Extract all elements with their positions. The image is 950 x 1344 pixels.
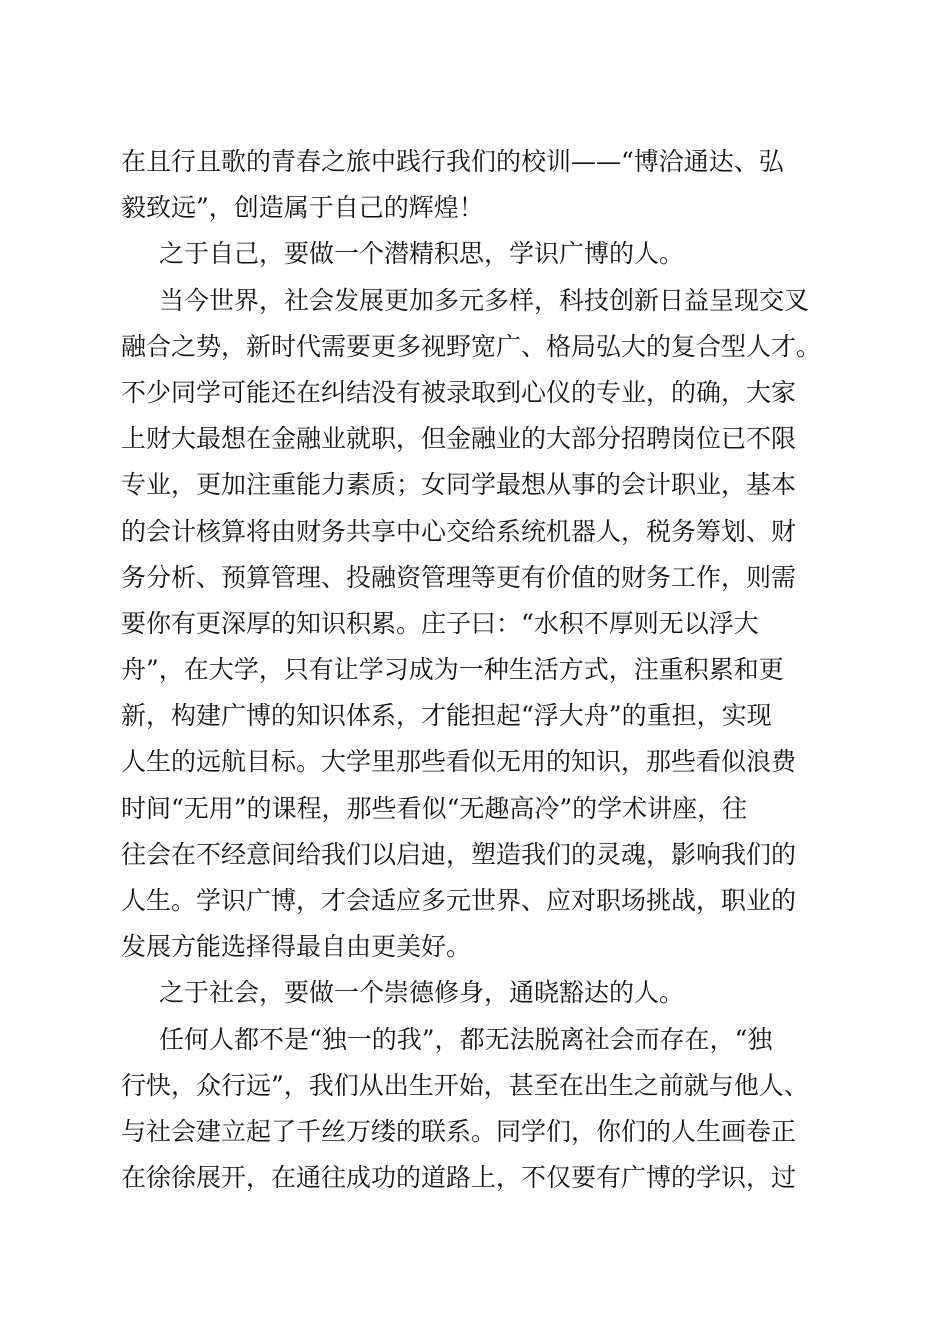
text-line: 发展方能选择得最自由更美好。: [121, 932, 472, 962]
text-line: 务分析、预算管理、投融资管理等更有价值的财务工作，则需: [121, 562, 797, 592]
text-line: 人生的远航目标。大学里那些看似无用的知识，那些看似浪费: [121, 747, 797, 777]
text-line: 往会在不经意间给我们以启迪，塑造我们的灵魂，影响我们的: [121, 839, 797, 869]
text-line: 与社会建立起了千丝万缕的联系。同学们，你们的人生画卷正: [121, 1116, 797, 1146]
text-line: 行快，众行远”，我们从出生开始，甚至在出生之前就与他人、: [121, 1070, 809, 1100]
text-line: 新，构建广博的知识体系，才能担起“浮大舟”的重担，实现: [121, 701, 772, 731]
document-body: [121, 139, 851, 1201]
paragraph-heading: 之于社会，要做一个崇德修身，通晓豁达的人。: [159, 978, 685, 1008]
text-line: 不少同学可能还在纠结没有被录取到心仪的专业，的确，大家: [121, 377, 797, 407]
text-line: 融合之势，新时代需要更多视野宽广、格局弘大的复合型人才。: [121, 331, 822, 361]
text-line: 要你有更深厚的知识积累。庄子曰：“水积不厚则无以浮大: [121, 608, 759, 638]
text-line: 当今世界，社会发展更加多元多样，科技创新日益呈现交叉: [159, 285, 810, 315]
text-line: 舟”，在大学，只有让学习成为一种生活方式，注重积累和更: [121, 655, 784, 685]
text-line: 在且行且歌的青春之旅中践行我们的校训——“博洽通达、弘: [121, 147, 784, 176]
paragraph-heading: 之于自己，要做一个潜精积思，学识广博的人。: [159, 239, 685, 269]
text-line: 任何人都不是“独一的我”，都无法脱离社会而存在，“独: [159, 1024, 773, 1054]
text-line: 人生。学识广博，才会适应多元世界、应对职场挑战，职业的: [121, 886, 797, 915]
text-line: 时间“无用”的课程，那些看似“无趣高冷”的学术讲座，往: [121, 793, 748, 823]
text-line: 的会计核算将由财务共享中心交给系统机器人，税务筹划、财: [121, 516, 797, 546]
text-line: 上财大最想在金融业就职，但金融业的大部分招聘岗位已不限: [121, 424, 797, 454]
text-line: 专业，更加注重能力素质；女同学最想从事的会计职业，基本: [121, 470, 797, 500]
text-line: 在徐徐展开，在通往成功的道路上，不仅要有广博的学识，过: [121, 1163, 797, 1193]
text-line: 毅致远”，创造属于自己的辉煌！: [121, 193, 484, 223]
